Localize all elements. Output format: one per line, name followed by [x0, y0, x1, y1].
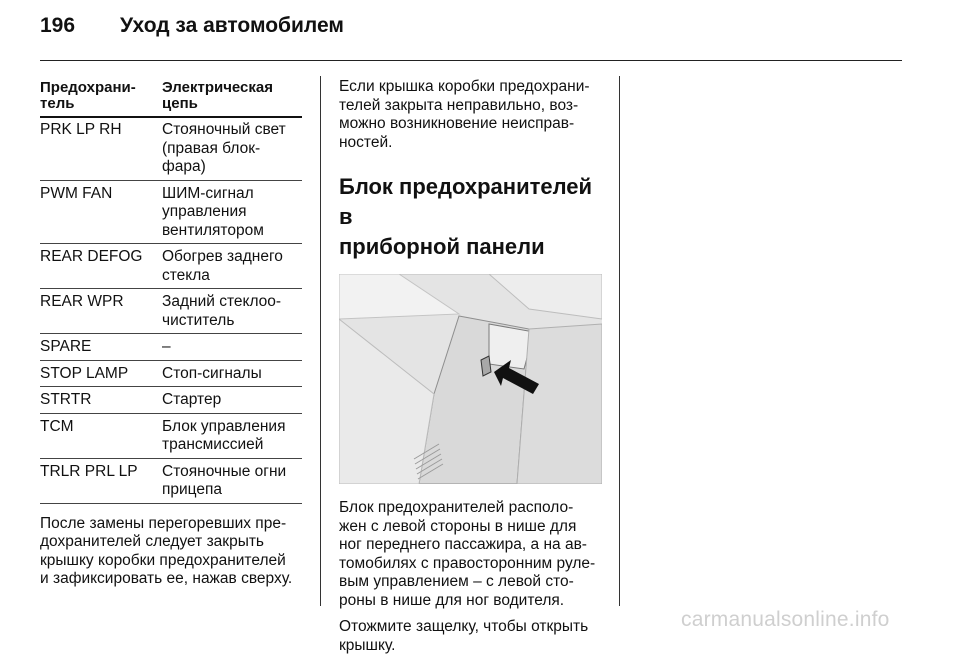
fuse-name: TRLR PRL LP — [40, 462, 138, 480]
fuse-name: REAR WPR — [40, 293, 124, 310]
page-number: 196 — [40, 14, 76, 37]
table-row — [40, 181, 302, 245]
table-row — [40, 459, 302, 504]
fuse-name: STOP LAMP — [40, 364, 129, 382]
closing-instruction: После замены перегоревших пре- дохранителей следует закрыть крышку коробки предохранителей и зафиксировать ее, нажав сверху. — [40, 514, 293, 587]
circuit-name: Стартер — [162, 391, 222, 408]
header-fuse: Предохрани- тель — [40, 79, 136, 112]
open-instruction: Отожмите защелку, чтобы открыть крышку. — [339, 618, 589, 654]
fuse-name: STRTR — [40, 391, 92, 408]
circuit-name: – — [162, 338, 171, 355]
fuse-name: TCM — [40, 417, 74, 435]
section-title: Блок предохранителей в приборной панели — [339, 174, 593, 259]
circuit-name: Обогрев заднего стекла — [162, 248, 283, 284]
location-description: Блок предохранителей располо- жен с левой стороны в нише для ног переднего пассажира, а на ав- томобилях с правосторонним руле- вым управлением – с левой сто- роны в нише для ног водителя. — [339, 499, 596, 609]
latch-icon — [481, 356, 491, 376]
circuit-name: Стоп-сигналы — [162, 364, 262, 382]
fuse-name: REAR DEFOG — [40, 248, 143, 265]
warning-paragraph: Если крышка коробки предохрани- телей закрыта неправильно, воз- можно возникновение неисправ- ностей. — [339, 78, 590, 151]
circuit-name: Стояночный свет (правая блок-фара) — [162, 121, 286, 175]
circuit-name: Блок управления трансмиссией — [162, 417, 286, 453]
left-column — [40, 80, 302, 589]
table-row — [40, 244, 302, 289]
header-rule — [40, 60, 902, 61]
middle-column — [339, 78, 609, 655]
watermark: carmanualsonline.info — [681, 608, 890, 631]
table-row — [40, 414, 302, 459]
page-title: Уход за автомобилем — [120, 14, 344, 37]
table-row — [40, 387, 302, 414]
circuit-name: Стояночные огни прицепа — [162, 462, 287, 498]
fuse-name: PRK LP RH — [40, 121, 122, 138]
fuse-table-body — [40, 118, 302, 504]
table-row — [40, 334, 302, 361]
table-row — [40, 289, 302, 334]
footwell-drawing — [339, 274, 602, 484]
column-divider — [320, 76, 321, 606]
fuse-name: SPARE — [40, 338, 92, 355]
circuit-name: Задний стеклоо- чиститель — [162, 293, 282, 329]
column-divider — [619, 76, 620, 606]
fuse-box-illustration — [339, 274, 602, 484]
fuse-name: PWM FAN — [40, 184, 113, 202]
circuit-name: ШИМ-сигнал управления вентилятором — [162, 184, 264, 239]
table-header — [40, 80, 302, 118]
table-row — [40, 361, 302, 388]
header-circuit: Электрическая цепь — [162, 79, 274, 112]
page-header — [0, 0, 960, 62]
table-row — [40, 118, 302, 181]
